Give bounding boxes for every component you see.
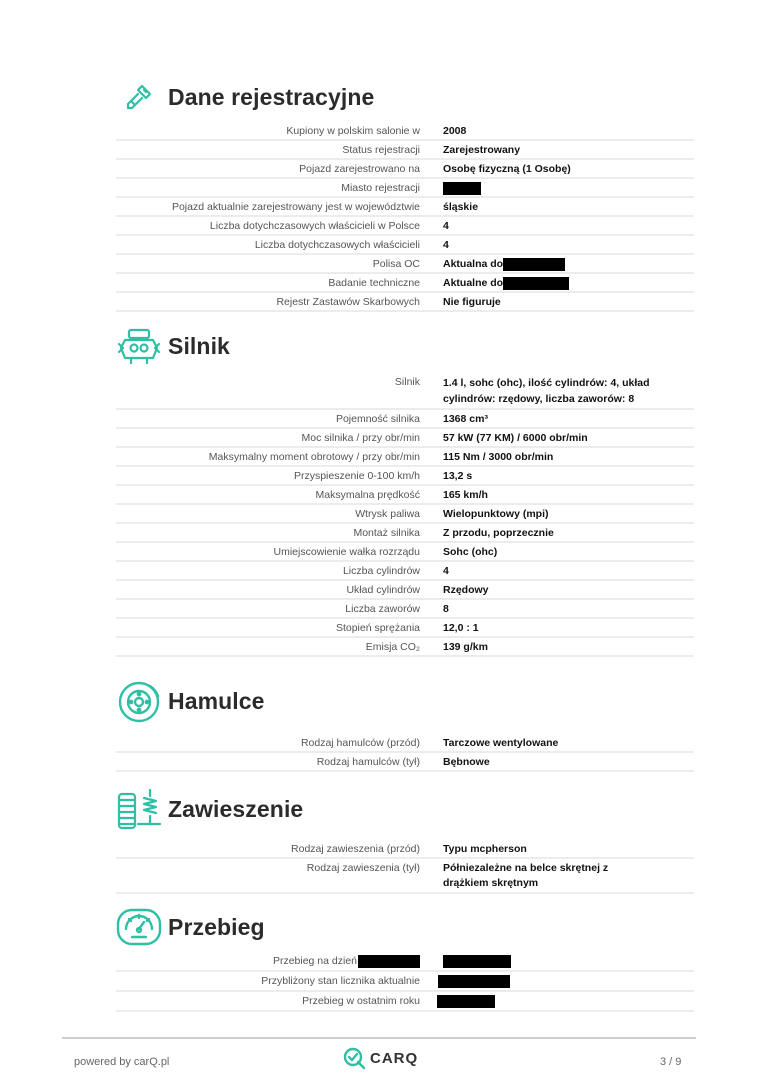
row-value: 8 [443, 603, 449, 615]
table-row [116, 373, 694, 410]
table-row [116, 581, 694, 600]
row-label: Liczba zaworów [345, 603, 420, 615]
row-label: Liczba cylindrów [342, 565, 420, 577]
table-row [116, 753, 694, 772]
key-icon [116, 74, 162, 120]
row-label: Przebieg w ostatnim roku [302, 995, 420, 1007]
footer-powered-by: powered by carQ.pl [74, 1056, 170, 1068]
row-label: Silnik [394, 376, 420, 388]
section-title: Zawieszenie [168, 795, 304, 822]
row-label-text: Przebieg na dzień [272, 955, 357, 967]
table-row [116, 179, 694, 198]
section-engine [116, 321, 694, 657]
table-row [116, 600, 694, 619]
table-row [116, 198, 694, 217]
row-label: Liczba dotychczasowych właścicieli w Polsce [209, 220, 420, 232]
table-row [116, 505, 694, 524]
section-header [116, 784, 694, 834]
section-header [116, 676, 694, 726]
redacted-block [437, 995, 495, 1008]
row-value: 13,2 s [443, 470, 473, 482]
suspension-table [116, 840, 694, 894]
table-row [116, 543, 694, 562]
row-value: 4 [443, 565, 449, 577]
row-label: Rodzaj zawieszenia (tył) [306, 862, 420, 874]
row-value: 2008 [443, 125, 467, 137]
brake-disc-icon [116, 678, 162, 724]
table-row [116, 467, 694, 486]
row-label: Badanie techniczne [328, 277, 420, 289]
section-header [116, 902, 694, 952]
row-value: Bębnowe [443, 756, 490, 768]
row-value: 57 kW (77 KM) / 6000 obr/min [443, 432, 588, 444]
row-value: Osobę fizyczną (1 Osobę) [443, 163, 571, 175]
row-value: 139 g/km [443, 641, 488, 653]
table-row [116, 255, 694, 274]
section-mileage [116, 902, 694, 1012]
section-title: Przebieg [168, 913, 265, 940]
table-row [116, 619, 694, 638]
row-label: Moc silnika / przy obr/min [301, 432, 420, 444]
row-value: 165 km/h [443, 489, 488, 501]
row-label: Rodzaj hamulców (tył) [316, 756, 420, 768]
table-row [116, 274, 694, 293]
table-row [116, 486, 694, 505]
row-value: 12,0 : 1 [443, 622, 479, 634]
table-row [116, 160, 694, 179]
row-label: Maksymalny moment obrotowy / przy obr/min [208, 451, 420, 463]
row-value: Półniezależne na belce skrętnej z drążkiem skrętnym [443, 862, 609, 889]
table-row [116, 141, 694, 160]
row-value-text: Aktualne do [443, 277, 504, 289]
row-label: Rodzaj zawieszenia (przód) [291, 843, 420, 855]
row-value: 1368 cm³ [443, 413, 488, 425]
row-value: Zarejestrowany [443, 144, 521, 156]
row-label: Przyspieszenie 0-100 km/h [293, 470, 420, 482]
table-row [116, 952, 694, 972]
row-label: Pojemność silnika [335, 413, 420, 425]
brakes-table [116, 734, 694, 772]
table-row [116, 972, 694, 992]
registration-table [116, 122, 694, 312]
row-value: Nie figuruje [443, 296, 501, 308]
row-label: Stopień sprężania [335, 622, 420, 634]
page-number: 3 / 9 [660, 1056, 682, 1068]
row-value: Tarczowe wentylowane [443, 737, 559, 749]
row-label: Przybliżony stan licznika aktualnie [261, 975, 420, 987]
row-value: 115 Nm / 3000 obr/min [443, 451, 554, 463]
row-value [438, 974, 694, 989]
section-suspension [116, 784, 694, 894]
row-value: 4 [443, 239, 449, 251]
row-value: 1.4 l, sohc (ohc), ilość cylindrów: 4, układ cylindrów: rzędowy, liczba zaworów: 8 [443, 377, 650, 405]
table-row [116, 734, 694, 753]
row-value [443, 276, 694, 290]
engine-icon [116, 323, 162, 369]
redacted-block [443, 955, 511, 968]
row-value [443, 954, 694, 969]
row-value [443, 257, 694, 271]
speedometer-icon [116, 904, 162, 950]
suspension-icon [116, 786, 162, 832]
row-value: Typu mcpherson [443, 843, 527, 855]
table-row [116, 840, 694, 859]
row-label: Rejestr Zastawów Skarbowych [276, 296, 420, 308]
row-label: Wtrysk paliwa [355, 508, 420, 520]
row-label [116, 954, 443, 969]
table-row [116, 122, 694, 141]
redacted-block [438, 975, 510, 988]
redacted-block [358, 955, 420, 968]
footer-logo-text: CARQ [370, 1049, 419, 1067]
row-value-text: Aktualna do [443, 258, 504, 270]
row-label: Umiejscowienie wałka rozrządu [273, 546, 420, 558]
footer-divider [62, 1037, 696, 1039]
section-header [116, 72, 694, 122]
row-label: Rodzaj hamulców (przód) [300, 737, 420, 749]
row-value [443, 181, 694, 195]
row-label: Status rejestracji [342, 144, 420, 156]
table-row [116, 217, 694, 236]
redacted-block [503, 277, 569, 290]
table-row [116, 524, 694, 543]
table-row [116, 562, 694, 581]
row-label: Liczba dotychczasowych właścicieli [254, 239, 420, 251]
mileage-table [116, 952, 694, 1012]
row-label: Pojazd zarejestrowano na [299, 163, 420, 175]
table-row [116, 638, 694, 657]
carq-logo-icon [342, 1046, 366, 1070]
row-value: śląskie [443, 201, 479, 213]
row-label: Kupiony w polskim salonie w [286, 125, 420, 137]
section-registration [116, 72, 694, 312]
section-brakes [116, 676, 694, 772]
footer-logo [342, 1046, 418, 1070]
table-row [116, 992, 694, 1012]
row-label: Polisa OC [372, 258, 420, 270]
row-label: Układ cylindrów [346, 584, 420, 596]
row-label: Maksymalna prędkość [315, 489, 420, 501]
engine-table [116, 373, 694, 657]
section-title: Dane rejestracyjne [168, 83, 375, 110]
row-label: Pojazd aktualnie zarejestrowany jest w województwie [171, 201, 420, 213]
table-row [116, 236, 694, 255]
table-row [116, 293, 694, 312]
row-value: 4 [443, 220, 449, 232]
table-row [116, 448, 694, 467]
section-title: Silnik [168, 332, 230, 359]
row-label: Emisja CO₂ [365, 641, 420, 653]
row-value [437, 994, 694, 1009]
section-header [116, 321, 694, 371]
row-value: Rzędowy [443, 584, 489, 596]
table-row [116, 429, 694, 448]
row-value: Z przodu, poprzecznie [443, 527, 554, 539]
section-title: Hamulce [168, 687, 265, 714]
table-row [116, 410, 694, 429]
row-value: Wielopunktowy (mpi) [443, 508, 549, 520]
row-label: Montaż silnika [353, 527, 420, 539]
row-label: Miasto rejestracji [341, 182, 420, 194]
row-value: Sohc (ohc) [443, 546, 498, 558]
table-row [116, 859, 694, 894]
redacted-block [443, 182, 481, 195]
redacted-block [503, 258, 565, 271]
